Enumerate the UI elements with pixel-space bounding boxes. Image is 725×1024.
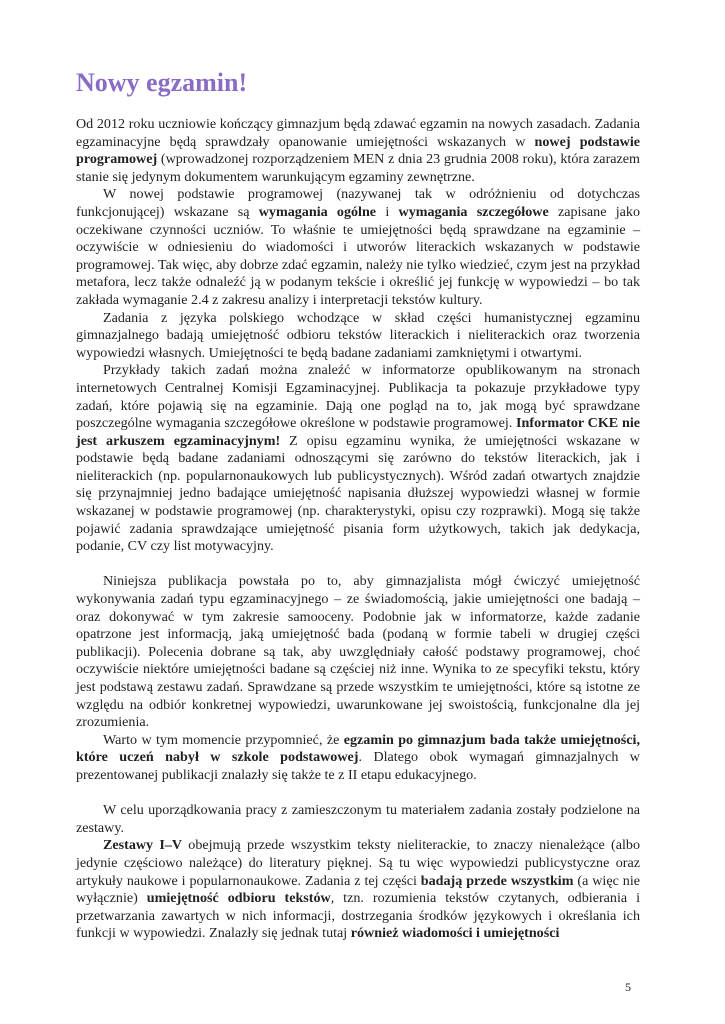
paragraph-reminder: Warto w tym momencie przypomnieć, że egzamin po gimnazjum bada także umiejętności, które uczeń nabył w szkole podstawowej. Dlatego obok wymagań gimnazjalnych w prezentowanej publikacji znalazły się także te z II etapu edukacyjnego. (76, 731, 640, 783)
paragraph-intro: Od 2012 roku uczniowie kończący gimnazjum będą zdawać egzamin na nowych zasadach. Zadania egzaminacyjne będą sprawdzały opanowanie umiejętności wskazanych w nowej podstawie programowej (wprowadzonej rozporządzeniem MEN z dnia 23 grudnia 2008 roku), która zarazem stanie się jedynym dokumentem warunkującym egzaminy zewnętrzne. (76, 116, 640, 185)
page-title: Nowy egzamin! (76, 68, 248, 97)
paragraph-sets-intro: W celu uporządkowania pracy z zamieszczonym tu materiałem zadania zostały podzielone na zestawy. (76, 802, 640, 836)
paragraph-publication: Niniejsza publikacja powstała po to, aby gimnazjalista mógł ćwiczyć umiejętność wykonywania zadań typu egzaminacyjnego – ze świadomością, jakie umiejętności one badają – oraz dokonywać w tym zakresie samooceny. Podobnie jak w informatorze, każde zadanie opatrzone jest informacją, jaką umiejętność bada (podaną w formie tabeli w drugiej części publikacji). Polecenia dobrane są tak, aby uwzględniały całość podstawy programowej, choć oczywiście niektóre umiejętności badane są częściej niż inne. Wynika to ze specyfiki tekstu, który jest podstawą zestawu zadań. Sprawdzane są przede wszystkim te umiejętności, które są istotne ze względu na odbiór konkretnej wypowiedzi, uwarunkowane jej swoistością, funkcjonalne dla jej zrozumienia. (76, 573, 640, 731)
page-number: 5 (625, 980, 631, 994)
article-body (76, 116, 640, 943)
paragraph-sets: Zestawy I–V obejmują przede wszystkim teksty nieliterackie, to znaczy nienależące (albo jedynie częściowo należące) do literatury pięknej. Są tu więc wypowiedzi publicystyczne oraz artykuły naukowe i popularnonaukowe. Zadania z tej części badają przede wszystkim (a więc nie wyłącznie) umiejętność odbioru tekstów, tzn. rozumienia tekstów czytanych, odbierania i przetwarzania zawartych w nich informacji, dostrzegania środków językowych i określania ich funkcji w wypowiedzi. Znalazły się jednak tutaj również wiadomości i umiejętności (76, 837, 640, 942)
paragraph-informator: Przykłady takich zadań można znaleźć w informatorze opublikowanym na stronach internetowych Centralnej Komisji Egzaminacyjnej. Publikacja ta pokazuje przykładowe typy zadań, które pojawią się na egzaminie. Dają one pogląd na to, jak mogą być sprawdzane poszczególne wymagania szczegółowe określone w podstawie programowej. Informator CKE nie jest arkuszem egzaminacyjnym! Z opisu egzaminu wynika, że umiejętności wskazane w podstawie będą badane zadaniami odnoszącymi się zarówno do tekstów literackich, jak i nieliterackich (np. popularnonaukowych lub publicystycznych). Wśród zadań otwartych znajdzie się przynajmniej jedno badające umiejętność napisania dłuższej wypowiedzi własnej w formie wskazanej w podstawie programowej (np. charakterystyki, opisu czy rozprawki). Mogą się także pojawić zadania sprawdzające umiejętność pisania form użytkowych, takich jak dedykacja, podanie, CV czy list motywacyjny. (76, 362, 640, 555)
paragraph-requirements: W nowej podstawie programowej (nazywanej tak w odróżnieniu od dotychczas funkcjonującej) wskazane są wymagania ogólne i wymagania szczegółowe zapisane jako oczekiwane czynności uczniów. To właśnie te umiejętności będą sprawdzane na egzaminie – oczywiście w odniesieniu do wiadomości i utworów literackich wskazanych w podstawie programowej. Tak więc, aby dobrze zdać egzamin, należy nie tylko wiedzieć, czym jest na przykład metafora, lecz także odnaleźć ją w podanym tekście i określić jej funkcję w wypowiedzi – bo tak zakłada wymaganie 2.4 z zakresu analizy i interpretacji tekstów kultury. (76, 186, 641, 308)
paragraph-tasks: Zadania z języka polskiego wchodzące w skład części humanistycznej egzaminu gimnazjalnego badają umiejętność odbioru tekstów literackich i nieliterackich oraz tworzenia wypowiedzi własnych. Umiejętności te będą badane zadaniami zamkniętymi i otwartymi. (76, 309, 640, 361)
